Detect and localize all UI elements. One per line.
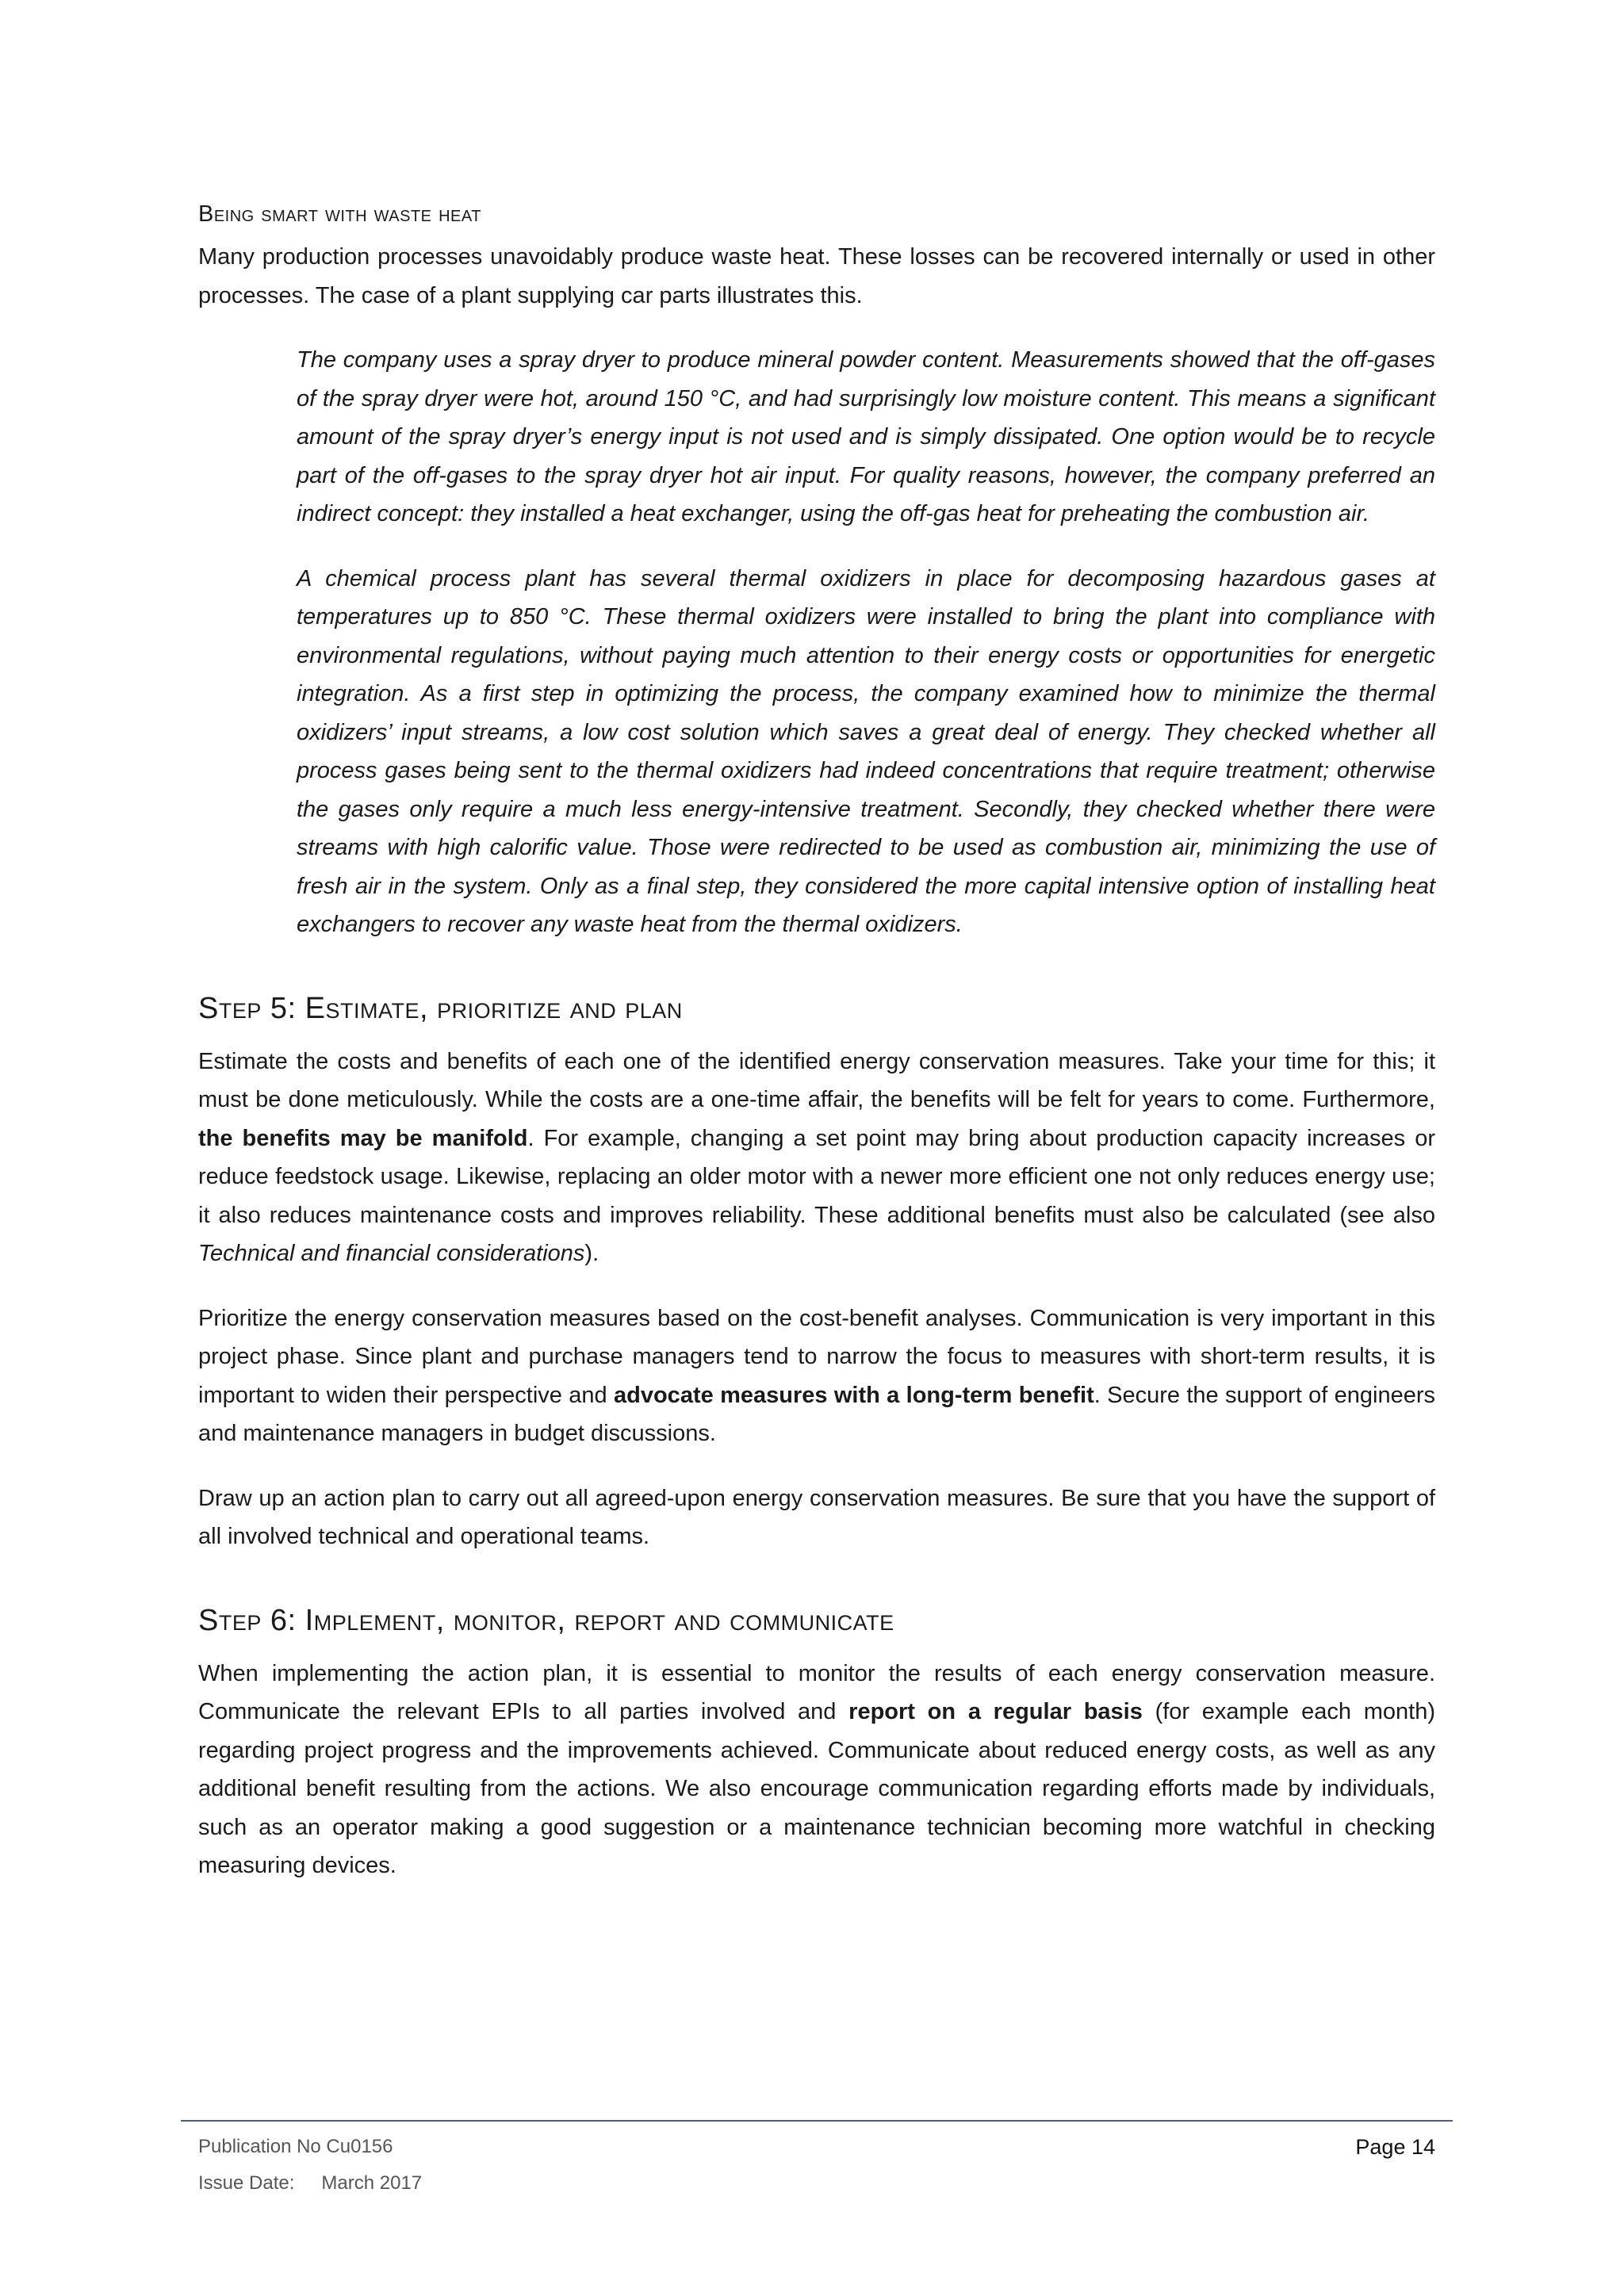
text-run: Estimate the costs and benefits of each one of the identified energy conservation measures. Take your time for this; it must be done meticulously. While the costs are a one-time affair, the benefits will be felt for years to come. Furthermore, [198, 1048, 1435, 1112]
step6-paragraph-1 [198, 1655, 1435, 1885]
text-run: . Secure the support of engineers and maintenance managers in budget discussions. [198, 1382, 1435, 1446]
step5-paragraph-2 [198, 1299, 1435, 1453]
cross-reference: Technical and financial considerations [198, 1241, 585, 1266]
page-footer [198, 2129, 1435, 2202]
issue-date-label: Issue Date: [198, 2172, 295, 2194]
text-run: Prioritize the energy conservation measures based on the cost-benefit analyses. Communication is very important in this project phase. Since plant and purchase managers tend to narrow the focus to measures with short-term results, it is important to widen their perspective and [198, 1305, 1435, 1408]
step5-heading: Step 5: Estimate, prioritize and plan [198, 991, 683, 1025]
footer-divider [181, 2120, 1453, 2122]
waste-heat-intro: Many production processes unavoidably produce waste heat. These losses can be recovered internally or used in other processes. The case of a plant supplying car parts illustrates this. [198, 244, 1435, 308]
text-run: . For example, changing a set point may bring about production capacity increases or reduce feedstock usage. Likewise, replacing an older motor with a newer more efficient one not only reduces energy use; it also reduces maintenance costs and improves reliability. These additional benefits must also be calculated (see also [198, 1125, 1435, 1228]
issue-date-line [198, 2165, 1435, 2202]
issue-date-value: March 2017 [321, 2172, 423, 2194]
page-number: Page 14 [1355, 2135, 1435, 2159]
publication-number: Publication No Cu0156 [198, 2136, 393, 2157]
step6-heading: Step 6: Implement, monitor, report and communicate [198, 1603, 894, 1637]
text-run: When implementing the action plan, it is essential to monitor the results of each energy conservation measure. Communicate the relevant EPIs to all parties involved and [198, 1660, 1435, 1724]
emphasis-text: advocate measures with a long-term benefit [614, 1382, 1094, 1408]
step5-paragraph-3: Draw up an action plan to carry out all agreed-upon energy conservation measures. Be sure that you have the support of all involved technical and operational teams. [198, 1485, 1435, 1549]
text-run: ). [584, 1241, 599, 1266]
page-body [198, 198, 1435, 1911]
emphasis-text: the benefits may be manifold [198, 1125, 528, 1151]
waste-heat-heading: Being smart with waste heat [198, 201, 481, 227]
text-run: (for example each month) regarding project progress and the improvements achieved. Communicate about reduced energy costs, as well as any additional benefit resulting from the actions. We also encourage communication regarding efforts made by individuals, such as an operator making a good suggestion or a maintenance technician becoming more watchful in checking measuring devices. [198, 1699, 1436, 1878]
thermal-oxidizer-case: A chemical process plant has several thermal oxidizers in place for decomposing hazardous gases at temperatures up to 850 °C. These thermal oxidizers were installed to bring the plant into compliance with environmental regulations, without paying much attention to their energy costs or opportunities for energetic integration. As a first step in optimizing the process, the company examined how to minimize the thermal oxidizers’ input streams, a low cost solution which saves a great deal of energy. They checked whether all process gases being sent to the thermal oxidizers had indeed concentrations that require treatment; otherwise the gases only require a much less energy-intensive treatment. Secondly, they checked whether there were streams with high calorific value. Those were redirected to be used as combustion air, minimizing the use of fresh air in the system. Only as a final step, they considered the more capital intensive option of installing heat exchangers to recover any waste heat from the thermal oxidizers. [297, 565, 1435, 937]
step5-paragraph-1 [198, 1043, 1435, 1273]
spray-dryer-case: The company uses a spray dryer to produce mineral powder content. Measurements showed that the off-gases of the spray dryer were hot, around 150 °C, and had surprisingly low moisture content. This means a significant amount of the spray dryer’s energy input is not used and is simply dissipated. One option would be to recycle part of the off-gases to the spray dryer hot air input. For quality reasons, however, the company preferred an indirect concept: they installed a heat exchanger, using the off-gas heat for preheating the combustion air. [297, 347, 1435, 526]
emphasis-text: report on a regular basis [848, 1699, 1143, 1724]
